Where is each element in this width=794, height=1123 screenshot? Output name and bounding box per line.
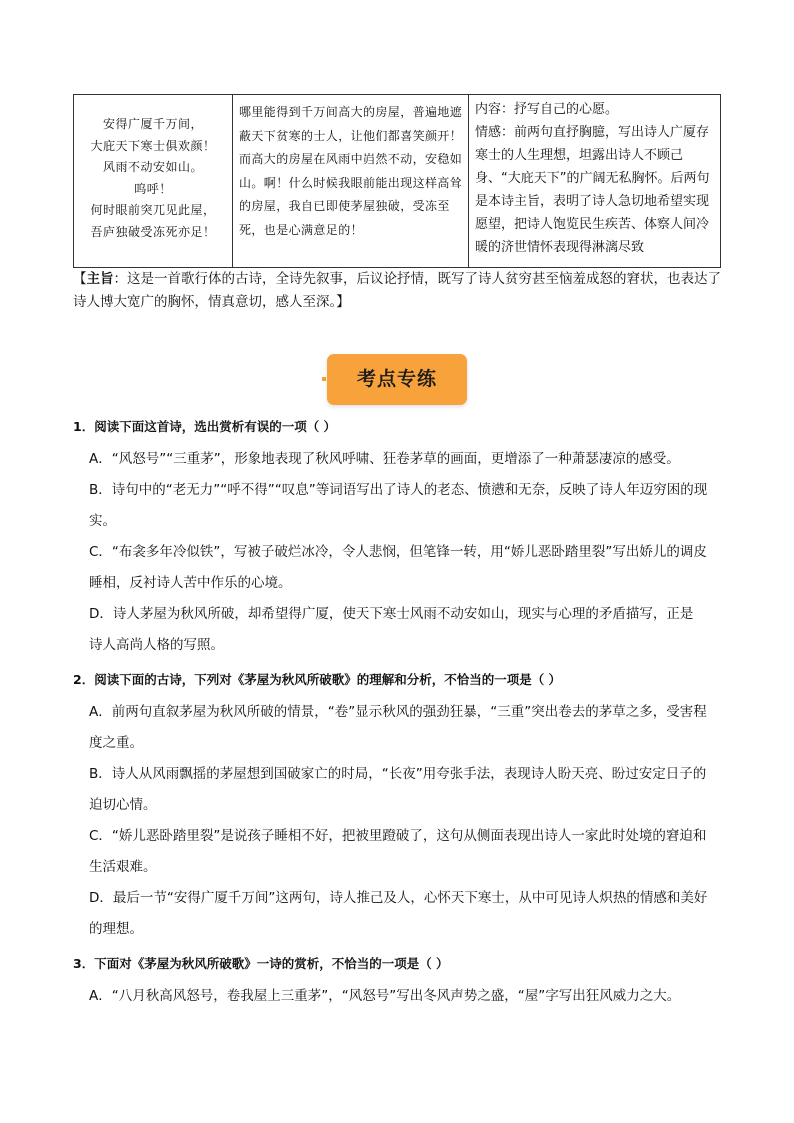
question-stem: 1．阅读下面这首诗，选出赏析有误的一项（ ）: [73, 419, 337, 434]
option-c[interactable]: [73, 537, 733, 599]
option-text: A．“八月秋高风怒号，卷我屋上三重茅”，“风怒号”写出冬风声势之盛，“屋”字写出狂风威力之大。: [89, 988, 681, 1004]
poem-line: 呜呼！: [134, 181, 172, 196]
option-c[interactable]: [73, 821, 733, 883]
option-d[interactable]: [73, 883, 733, 945]
poem-gist: [73, 268, 725, 314]
option-text-cont: 的理想。: [89, 921, 143, 937]
option-a[interactable]: [73, 444, 733, 475]
gist-open-bracket: 【: [73, 271, 87, 287]
poem-line: 大庇天下寒士俱欢颜！: [90, 138, 216, 153]
poem-line: 吾庐独破受冻死亦足！: [90, 224, 216, 239]
question-stem: 3．下面对《茅屋为秋风所破歌》一诗的赏析，不恰当的一项是（ ）: [73, 956, 449, 971]
poem-line: 风雨不动安如山。: [102, 160, 203, 174]
option-text: A．“风怒号”“三重茅”，形象地表现了秋风呼啸、狂卷茅草的画面，更增添了一种萧瑟凄凉的感受。: [89, 451, 680, 467]
option-text-cont: 迫切心情。: [89, 797, 157, 813]
original-poem-cell: [74, 95, 233, 268]
option-text-cont: 睡相，反衬诗人苦中作乐的心境。: [89, 575, 292, 591]
gist-label: 主旨: [86, 271, 114, 287]
option-text: C．“娇儿恶卧踏里裂”是说孩子睡相不好，把被里蹬破了，这句从侧面表现出诗人一家此时处境的窘迫和: [89, 828, 707, 844]
option-a[interactable]: [73, 697, 733, 759]
option-text-cont: 诗人高尚人格的写照。: [89, 637, 224, 653]
option-text: B．诗人从风雨飘摇的茅屋想到国破家亡的时局，“长夜”用夸张手法，表现诗人盼天亮、盼过安定日子的: [89, 766, 707, 782]
poem-line: 何时眼前突兀见此屋，: [90, 203, 216, 217]
option-text: D．最后一节“安得广厦千万间”这两句，诗人推己及人，心怀天下寒士，从中可见诗人炽热的情感和美好: [89, 890, 708, 906]
option-text-cont: 度之重。: [89, 735, 143, 751]
poem-analysis-table: [73, 94, 721, 268]
option-text-cont: 实。: [89, 513, 116, 529]
option-d[interactable]: [73, 599, 733, 661]
question-stem: 2．阅读下面的古诗，下列对《茅屋为秋风所破歌》的理解和分析，不恰当的一项是（ ）: [73, 672, 562, 687]
option-text: B．诗句中的“老无力”“呼不得”“叹息”等词语写出了诗人的老态、愤懑和无奈，反映了诗人年迈穷困的现: [89, 482, 708, 498]
option-text: D．诗人茅屋为秋风所破，却希望得广厦，使天下寒士风雨不动安如山，现实与心理的矛盾描写，正是: [89, 606, 694, 622]
question-list: [73, 414, 733, 1012]
poem-line: 安得广厦千万间，: [102, 117, 203, 131]
option-text: C．“布衾多年冷似铁”，写被子破烂冰冷，令人悲悯，但笔锋一转，用“娇儿恶卧踏里裂”写出娇儿的调皮: [89, 544, 707, 560]
table-row: [74, 95, 721, 268]
notes-content: 内容：抒写自己的心愿。: [475, 102, 619, 117]
option-b[interactable]: [73, 759, 733, 821]
notes-emotion: 情感：前两句直抒胸臆，写出诗人广厦存寒士的人生理想，坦露出诗人不顾己身、“大庇天下”的广阔无私胸怀。后两句是本诗主旨，表明了诗人急切地希望实现愿望，把诗人饱览民生疾苦、体察人间冷暖的济世情怀表现得淋漓尽致: [475, 125, 710, 255]
badge-decoration: [322, 377, 326, 381]
option-text: A．前两句直叙茅屋为秋风所破的情景，“卷”显示秋风的强劲狂暴，“三重”突出卷去的茅草之多，受害程: [89, 704, 707, 720]
gist-text: ：这是一首歌行体的古诗，全诗先叙事，后议论抒情，既写了诗人贫穷甚至恼羞成怒的窘状，也表达了诗人博大宽广的胸怀，情真意切，感人至深。】: [73, 271, 721, 310]
section-badge: 考点专练: [327, 354, 467, 405]
option-text-cont: 生活艰难。: [89, 859, 157, 875]
translation-text: 哪里能得到千万间高大的房屋，普遍地遮蔽天下贫寒的士人，让他们都喜笑颜开！而高大的房屋在风雨中岿然不动，安稳如山。啊！什么时候我眼前能出现这样高耸的房屋，我自已即使茅屋独破，受冻至死，也是心满意足的！: [239, 105, 463, 237]
option-a[interactable]: [73, 981, 733, 1012]
option-b[interactable]: [73, 475, 733, 537]
notes-cell: [469, 95, 721, 268]
translation-cell: [233, 95, 469, 268]
